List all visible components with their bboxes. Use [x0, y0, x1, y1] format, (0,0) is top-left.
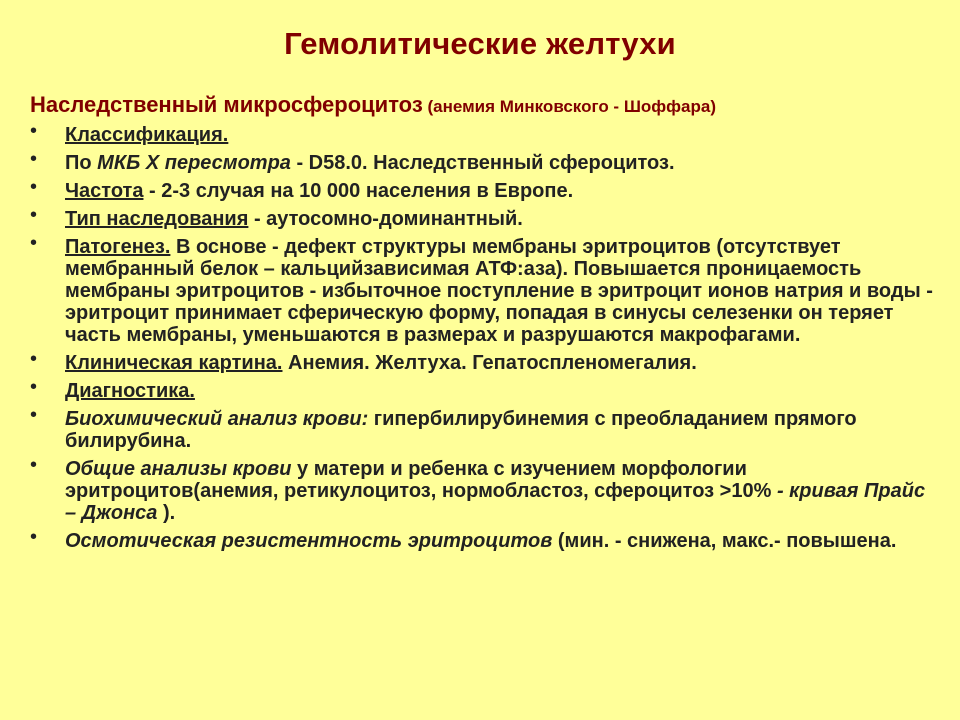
bullet-text-segment: ). — [157, 502, 176, 524]
bullet-text-segment: (мин. - снижена, макс.- повышена. — [552, 530, 897, 552]
bullet-point-icon: • — [30, 376, 38, 398]
bullet-point-icon: • — [30, 348, 38, 370]
bullet-item — [30, 404, 935, 452]
bullet-point-icon: • — [30, 148, 38, 170]
bullet-point-icon: • — [30, 120, 38, 142]
bullet-text-segment: - кривая Прайс – Джонса — [65, 480, 926, 524]
bullet-item — [30, 454, 935, 524]
subtitle-note: (анемия Минковского - Шоффара) — [422, 97, 716, 116]
bullet-point-icon: • — [30, 454, 38, 476]
bullet-text-segment: Патогенез. — [65, 236, 171, 258]
bullet-item — [30, 348, 935, 374]
bullet-text-segment: Классификация. — [65, 124, 229, 146]
bullet-point-icon: • — [30, 232, 38, 254]
bullet-text-segment: Осмотическая резистентность эритроцитов — [65, 530, 553, 552]
bullet-text-segment: - 2-3 случая на 10 000 населения в Европе. — [143, 180, 574, 202]
bullet-text-segment: В основе - дефект структуры мембраны эритроцитов (отсутствует мембранный белок – кальцийзависимая АТФ:аза). Повышается проницаемость мембраны эритроцитов - избыточное поступление в эритроцит ионов натрия и воды - эритроцит принимает сферическую форму, попадая в синусы селезенки он теряет часть мембраны, уменьшаются в размерах и разрушаются макрофагами. — [65, 236, 933, 346]
bullet-text-segment: - аутосомно-доминантный. — [248, 208, 523, 230]
bullet-text-segment: Общие анализы крови — [65, 458, 292, 480]
subtitle-main: Наследственный микросфероцитоз — [30, 92, 423, 117]
slide-title: Гемолитические желтухи — [284, 26, 676, 61]
bullet-point-icon: • — [30, 204, 38, 226]
bullet-text-segment: МКБ X пересмотра — [97, 152, 291, 174]
bullet-item — [30, 120, 935, 146]
bullet-text-segment: Тип наследования — [65, 208, 249, 230]
bullet-item — [30, 176, 935, 202]
bullet-item — [30, 232, 935, 346]
bullet-item — [30, 148, 935, 174]
bullet-text-segment: Клиническая картина. — [65, 352, 283, 374]
bullet-text-segment: - D58.0. Наследственный сфероцитоз. — [290, 152, 675, 174]
bullet-text-segment: По — [65, 152, 98, 174]
bullet-item — [30, 376, 935, 402]
bullet-point-icon: • — [30, 404, 38, 426]
bullet-list — [30, 120, 935, 558]
bullet-point-icon: • — [30, 526, 38, 548]
bullet-text-segment: Частота — [65, 180, 144, 202]
bullet-item — [30, 204, 935, 230]
bullet-text-segment: Анемия. Желтуха. Гепатоспленомегалия. — [282, 352, 697, 374]
slide-subtitle — [30, 92, 940, 118]
bullet-item — [30, 526, 935, 552]
bullet-text-segment: Диагностика. — [65, 380, 195, 402]
bullet-text-segment: Биохимический анализ крови: — [65, 408, 369, 430]
bullet-point-icon: • — [30, 176, 38, 198]
bullet-text-segment: у матери и ребенка с изучением морфологии эритроцитов(анемия, ретикулоцитоз, нормобластоз, сфероцитоз >10% — [65, 458, 777, 502]
bullet-text-segment: гипербилирубинемия с преобладанием прямого билирубина. — [65, 408, 857, 452]
